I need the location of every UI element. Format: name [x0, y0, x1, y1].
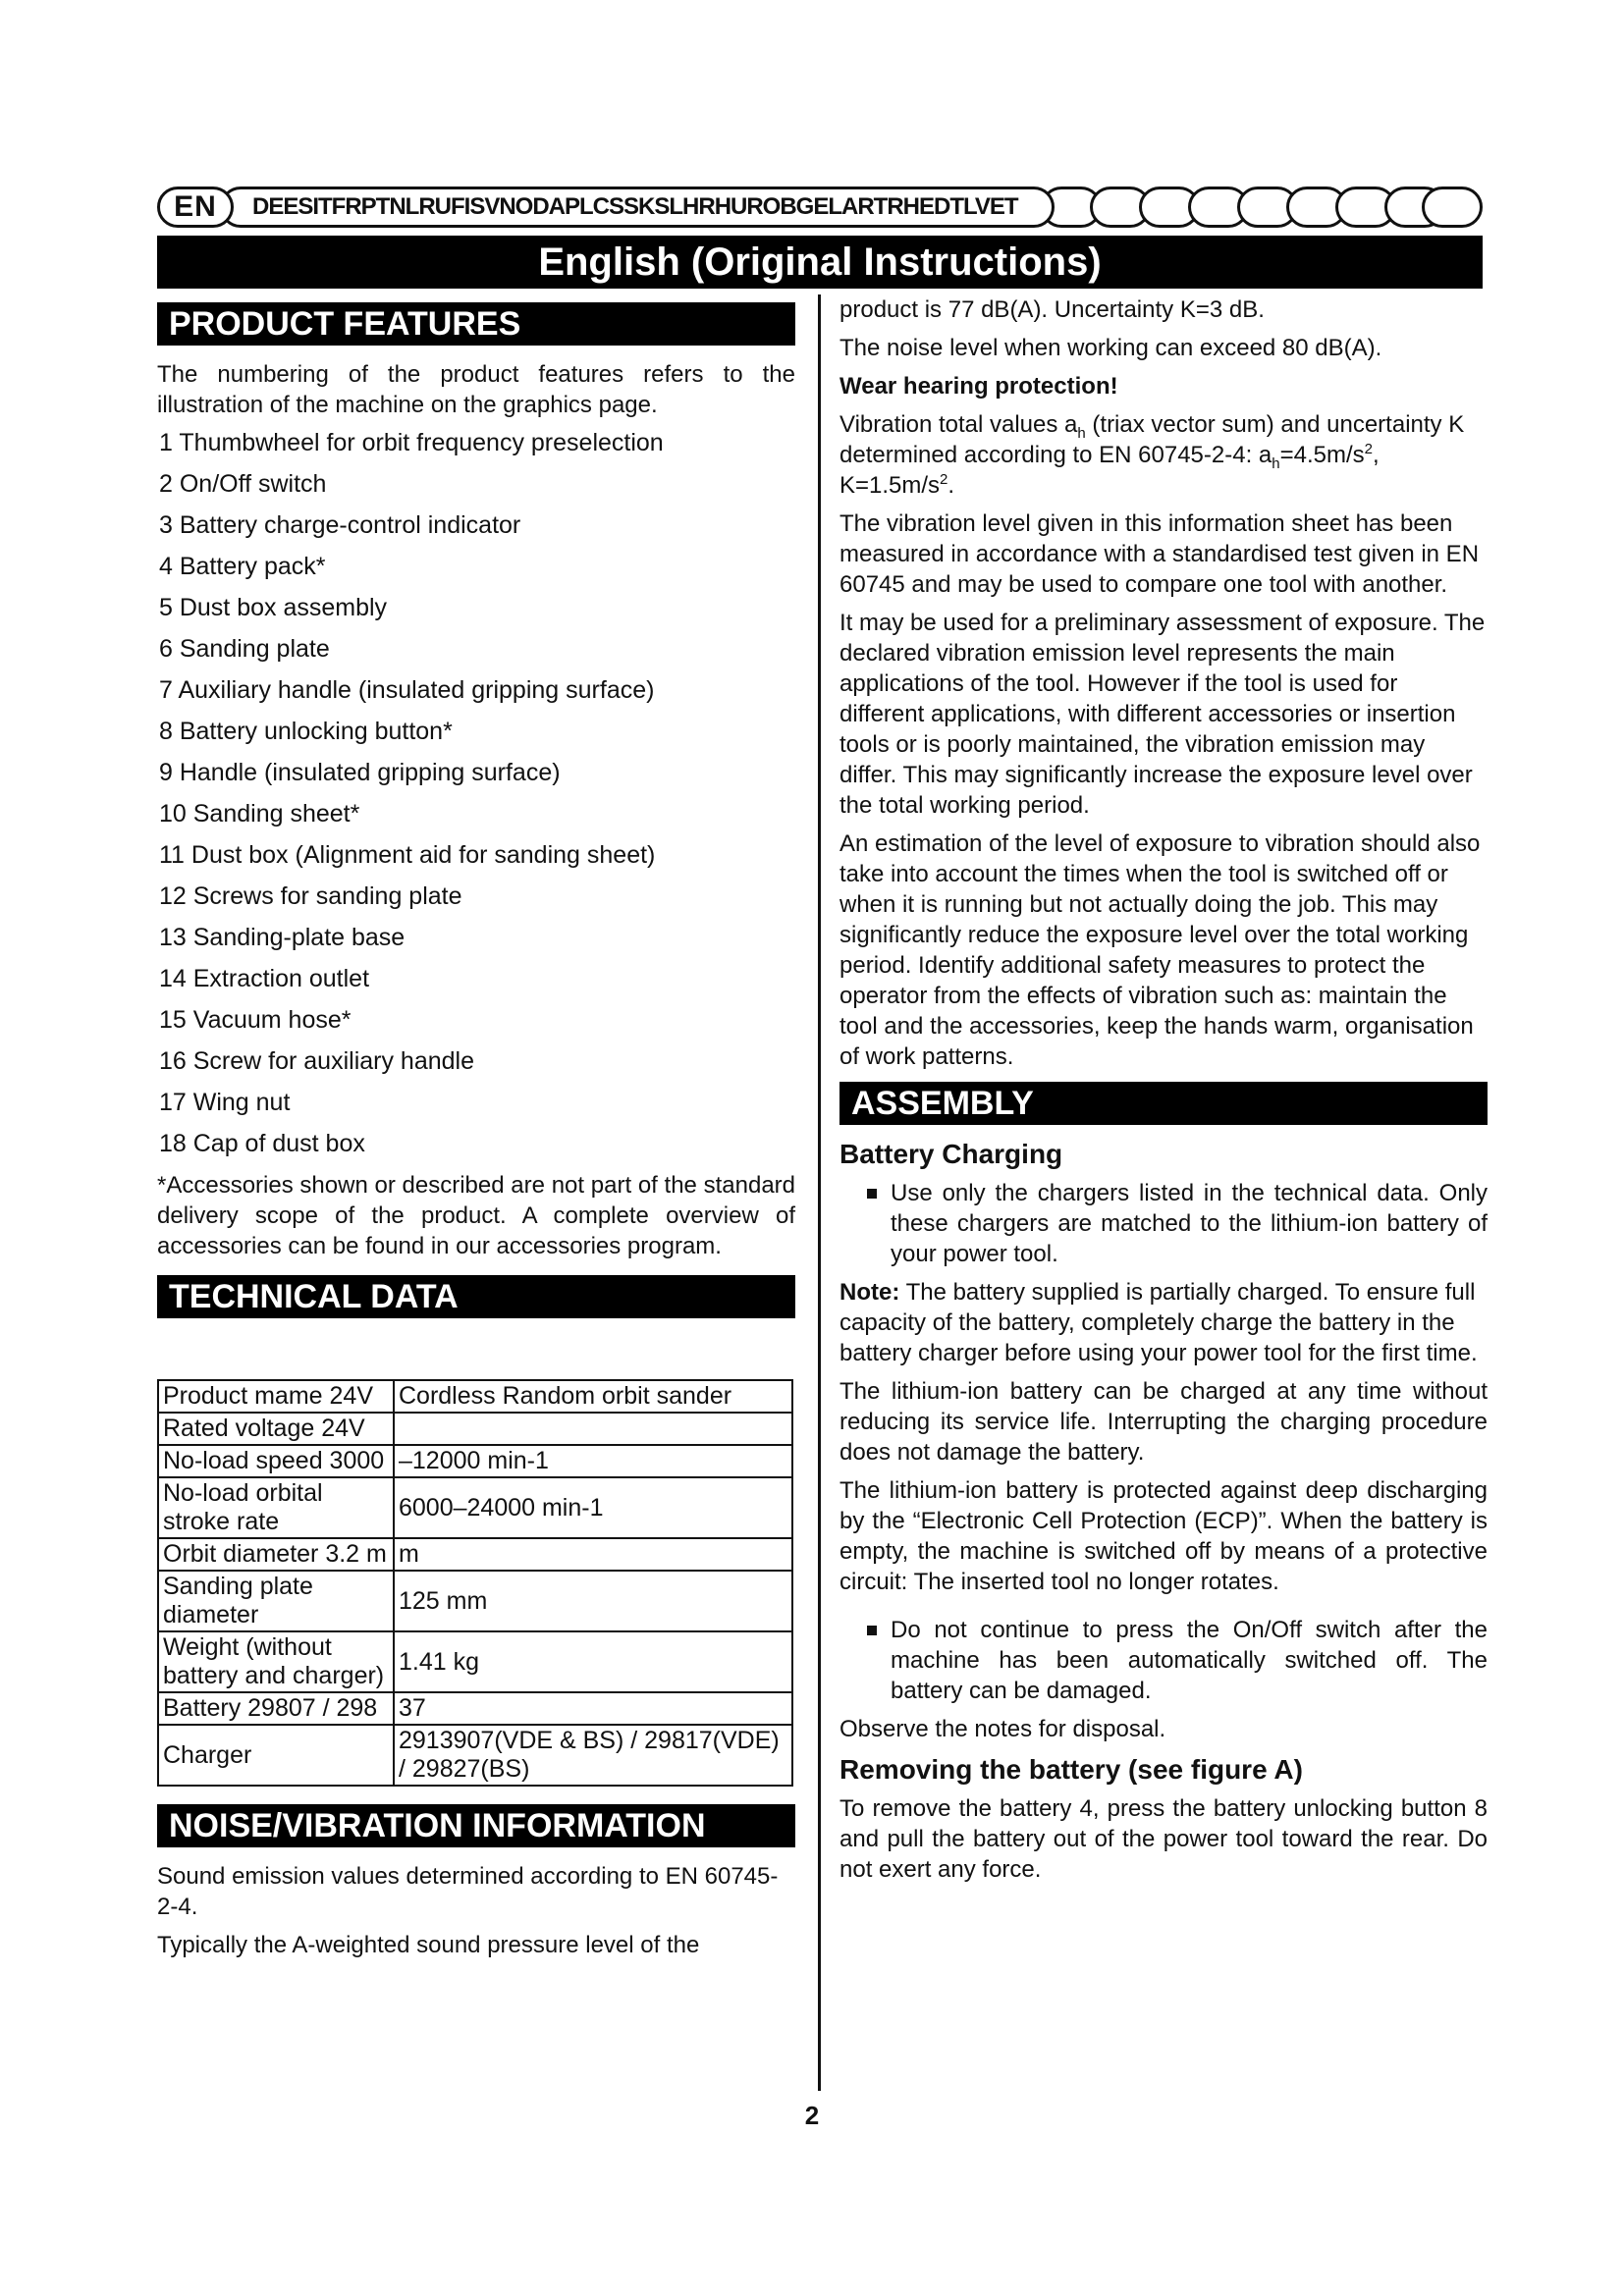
- subheading-removing-battery: Removing the battery (see figure A): [839, 1754, 1303, 1785]
- table-cell-label: No-load speed 3000: [158, 1445, 394, 1477]
- feature-item: 8 Battery unlocking button*: [159, 718, 453, 745]
- battery-paragraph: The lithium-ion battery can be charged at any time without reducing its service life. Interrupting the charging procedure does not damage the battery.: [839, 1378, 1488, 1466]
- hearing-protection-warning: Wear hearing protection!: [839, 373, 1118, 400]
- left-column: [157, 294, 795, 1968]
- table-row: [158, 1445, 792, 1477]
- page-number: 2: [804, 2101, 820, 2130]
- language-tab-strip: [157, 187, 1483, 232]
- vibration-text: =4.5m/s: [1279, 442, 1365, 468]
- noise-paragraph: product is 77 dB(A). Uncertainty K=3 dB.: [839, 296, 1265, 323]
- page-title: English (Original Instructions): [157, 236, 1483, 289]
- subheading-battery-charging: Battery Charging: [839, 1139, 1063, 1169]
- table-cell-value: 37: [394, 1692, 792, 1725]
- section-heading-assembly: ASSEMBLY: [839, 1082, 1488, 1125]
- noise-paragraph: Typically the A-weighted sound pressure level of the: [157, 1932, 700, 1958]
- table-row: [158, 1380, 792, 1413]
- right-column: [839, 294, 1488, 1893]
- feature-item: 10 Sanding sheet*: [159, 800, 360, 828]
- feature-item: 15 Vacuum hose*: [159, 1006, 352, 1034]
- feature-item: 14 Extraction outlet: [159, 965, 370, 992]
- feature-item: 4 Battery pack*: [159, 553, 326, 580]
- language-codes: DEESITFRPTNLRUFISVNODAPLCSSKSLHRHUROBGELARTRHEDTLVET: [220, 187, 1055, 228]
- feature-item: 12 Screws for sanding plate: [159, 882, 462, 910]
- vibration-paragraph: An estimation of the level of exposure to vibration should also take into account the times when the tool is switched off or when it is running but not actually doing the job. This may significantly reduce the exposure level over the total working period. Identify additional safety measures to protect the operator from the effects of vibration such as: maintain the tool and the accessories, keep the hands warm, organisation of work patterns.: [839, 830, 1481, 1070]
- vibration-text: , K=1.5m/s: [839, 442, 1380, 499]
- vibration-paragraph: The vibration level given in this information sheet has been measured in accordance with a standardised test given in EN 60745 and may be used to compare one tool with another.: [839, 510, 1480, 598]
- vibration-text: Vibration total values a: [839, 411, 1078, 438]
- battery-paragraph: The lithium-ion battery is protected against deep discharging by the “Electronic Cell Protection (ECP)”. When the battery is empty, the machine is switched off by means of a protective circuit: The inserted tool no longer rotates.: [839, 1477, 1488, 1595]
- table-cell-value: Cordless Random orbit sander: [394, 1380, 792, 1413]
- bullet-item: [867, 1178, 1488, 1269]
- table-cell-label: Battery 29807 / 298: [158, 1692, 394, 1725]
- table-row: [158, 1725, 792, 1786]
- features-intro: The numbering of the product features refers to the illustration of the machine on the graphics page.: [157, 361, 795, 418]
- feature-item: 17 Wing nut: [159, 1089, 291, 1116]
- note-label: Note:: [839, 1279, 900, 1306]
- bullet-text: Use only the chargers listed in the technical data. Only these chargers are matched to the lithium-ion battery of your power tool.: [891, 1180, 1488, 1267]
- table-row: [158, 1571, 792, 1631]
- vibration-paragraph: It may be used for a preliminary assessment of exposure. The declared vibration emission level represents the main applications of the tool. However if the tool is used for different applications, with different accessories or insertion tools or is poorly maintained, the vibration emission may differ. This may significantly increase the exposure level over the total working period.: [839, 610, 1486, 819]
- technical-data-table: [157, 1379, 793, 1787]
- bullet-text: Do not continue to press the On/Off switch after the machine has been automatically switched off. The battery can be damaged.: [891, 1617, 1488, 1704]
- note-text: The battery supplied is partially charged. To ensure full capacity of the battery, completely charge the battery in the battery charger before using your power tool for the first time.: [839, 1279, 1478, 1366]
- feature-item: 5 Dust box assembly: [159, 594, 388, 621]
- vibration-text: (triax vector sum) and uncertainty K determined according to EN 60745-2-4: a: [839, 411, 1465, 468]
- table-cell-value: 125 mm: [394, 1571, 792, 1631]
- feature-item: 13 Sanding-plate base: [159, 924, 406, 951]
- table-row: [158, 1631, 792, 1692]
- feature-item: 7 Auxiliary handle (insulated gripping surface): [159, 676, 655, 704]
- feature-item: 3 Battery charge-control indicator: [159, 511, 521, 539]
- bullet-square-icon: [867, 1626, 877, 1635]
- removing-battery-paragraph: To remove the battery 4, press the battery unlocking button 8 and pull the battery out of the power tool toward the rear. Do not exert any force.: [839, 1795, 1488, 1883]
- table-cell-label: Weight (without battery and charger): [158, 1631, 394, 1692]
- section-heading-technical-data: TECHNICAL DATA: [157, 1275, 795, 1318]
- table-row: [158, 1538, 792, 1571]
- table-cell-value: m: [394, 1538, 792, 1571]
- section-heading-product-features: PRODUCT FEATURES: [157, 302, 795, 346]
- table-cell-label: Product mame 24V: [158, 1380, 394, 1413]
- feature-list: [157, 428, 795, 1158]
- table-row: [158, 1477, 792, 1538]
- feature-item: 2 On/Off switch: [159, 470, 327, 498]
- table-cell-label: Sanding plate diameter: [158, 1571, 394, 1631]
- note-paragraph: [839, 1277, 1488, 1368]
- feature-item: 9 Handle (insulated gripping surface): [159, 759, 561, 786]
- feature-item: 6 Sanding plate: [159, 635, 330, 663]
- accessories-note: *Accessories shown or described are not part of the standard delivery scope of the product. A complete overview of accessories can be found in our accessories program.: [157, 1172, 795, 1259]
- vibration-values: [839, 409, 1488, 501]
- table-cell-value: [394, 1413, 792, 1445]
- bullet-item: [867, 1615, 1488, 1706]
- noise-paragraph: The noise level when working can exceed 80 dB(A).: [839, 335, 1382, 361]
- table-cell-label: Orbit diameter 3.2 m: [158, 1538, 394, 1571]
- subscript-h: h: [1272, 454, 1280, 472]
- table-row: [158, 1413, 792, 1445]
- disposal-note: Observe the notes for disposal.: [839, 1716, 1166, 1742]
- feature-item: 16 Screw for auxiliary handle: [159, 1047, 474, 1075]
- table-cell-value: 1.41 kg: [394, 1631, 792, 1692]
- feature-item: 18 Cap of dust box: [159, 1130, 365, 1157]
- superscript-2: 2: [940, 471, 948, 488]
- table-cell-label: No-load orbital stroke rate: [158, 1477, 394, 1538]
- bullet-square-icon: [867, 1189, 877, 1199]
- table-cell-value: –12000 min-1: [394, 1445, 792, 1477]
- superscript-2: 2: [1364, 441, 1373, 457]
- feature-item: 11 Dust box (Alignment aid for sanding sheet): [159, 841, 656, 869]
- subscript-h: h: [1077, 424, 1086, 442]
- language-tab-current[interactable]: EN: [157, 187, 234, 228]
- table-cell-label: Charger: [158, 1725, 394, 1786]
- table-cell-value: 6000–24000 min-1: [394, 1477, 792, 1538]
- table-cell-value: 2913907(VDE & BS) / 29817(VDE) / 29827(BS): [394, 1725, 792, 1786]
- table-row: [158, 1692, 792, 1725]
- noise-paragraph: Sound emission values determined according to EN 60745-2-4.: [157, 1863, 779, 1920]
- table-cell-label: Rated voltage 24V: [158, 1413, 394, 1445]
- section-heading-noise-vibration: NOISE/VIBRATION INFORMATION: [157, 1804, 795, 1847]
- language-tab-empty: [1422, 187, 1483, 228]
- column-divider: [818, 294, 821, 2091]
- feature-item: 1 Thumbwheel for orbit frequency preselection: [159, 429, 664, 456]
- vibration-text: .: [947, 472, 955, 499]
